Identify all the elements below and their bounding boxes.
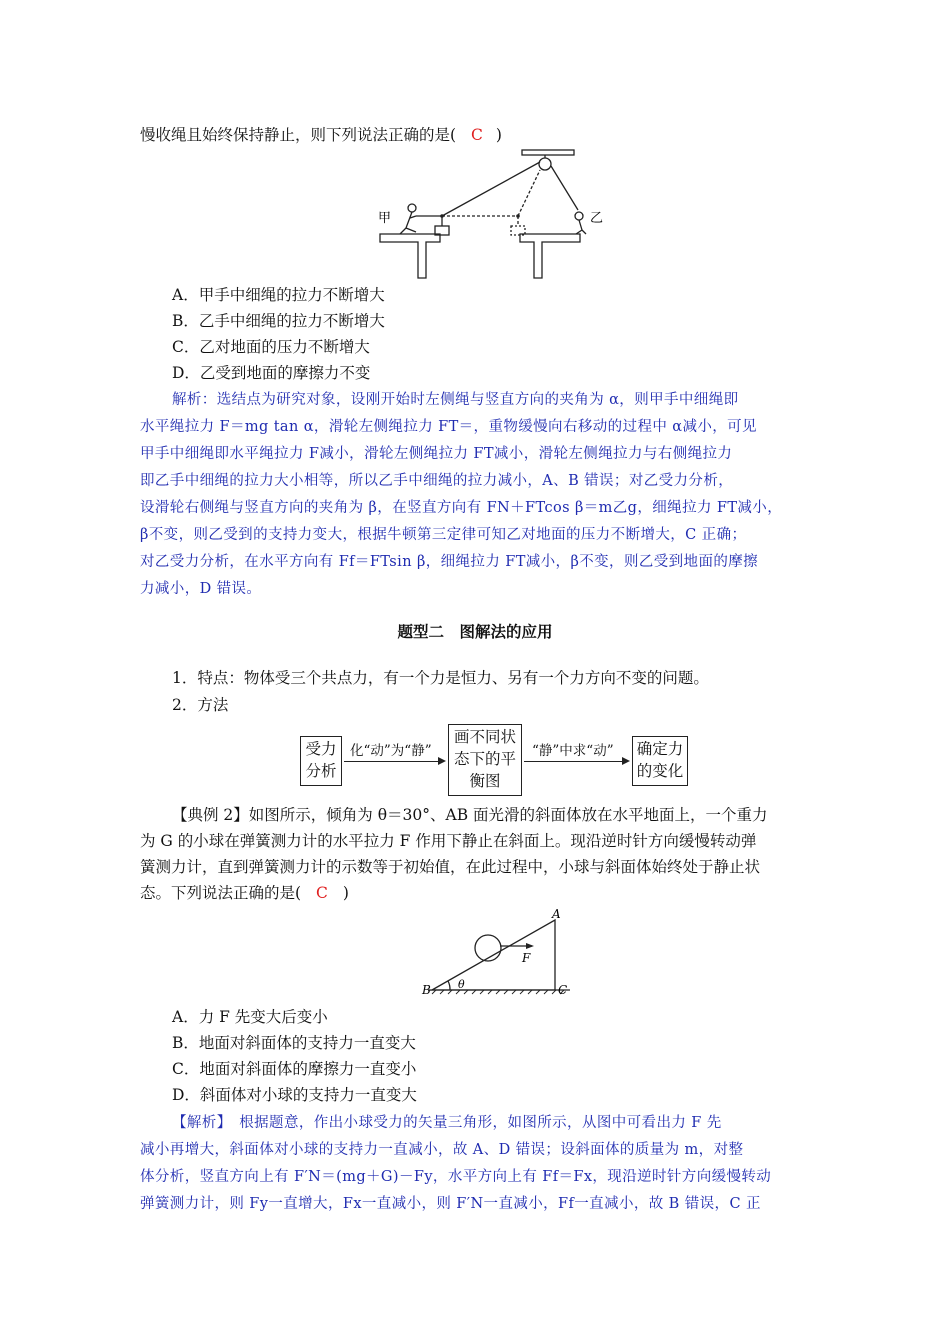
example2-line-1: 【典例 2】如图所示，倾角为 θ＝30°、AB 面光滑的斜面体放在水平地面上，一个重力 [172, 806, 768, 824]
example2-option-a: A．力 F 先变大后变小 [172, 1008, 328, 1026]
q1-close-paren: ) [495, 126, 502, 144]
person-yi-head [575, 212, 583, 220]
person-jia-head [408, 204, 416, 212]
example2-line-4 [140, 882, 349, 904]
example2-analysis-line-1: 【解析】 根据题意，作出小球受力的矢量三角形，如图所示，从图中可看出力 F 先 [172, 1115, 722, 1131]
flow-box1-line2: 分析 [305, 762, 337, 780]
label-a: A [552, 907, 561, 921]
section-point-2: 2．方法 [172, 696, 229, 714]
q1-option-b: B．乙手中细绳的拉力不断增大 [172, 312, 385, 330]
knot-dot-dashed [516, 214, 520, 218]
force-f-arrowhead [526, 943, 534, 949]
example2-line-2: 为 G 的小球在弹簧测力计的水平拉力 F 作用下静止在斜面上。现沿逆时针方向缓慢转动弹 [140, 832, 757, 850]
q1-answer: C [471, 126, 483, 144]
q1-analysis-line-7: 对乙受力分析，在水平方向有 Ff＝FTsin β，细绳拉力 FT减小，β不变，则乙受到地面的摩擦 [140, 554, 759, 570]
example2-line-3: 簧测力计，直到弹簧测力计的示数等于初始值，在此过程中，小球与斜面体始终处于静止状 [140, 858, 761, 876]
ball [475, 935, 501, 961]
rope-right-segment [551, 166, 578, 210]
flow-box1-line1: 受力 [305, 740, 337, 758]
q1-stem-text: 慢收绳且始终保持静止，则下列说法正确的是( [140, 126, 457, 144]
section-title: 题型二 图解法的应用 [397, 622, 553, 641]
label-f: F [522, 951, 531, 965]
label-yi: 乙 [590, 211, 604, 226]
label-jia: 甲 [378, 211, 392, 226]
q1-analysis-line-3: 甲手中细绳即水平绳拉力 F减小，滑轮左侧绳拉力 FT减小，滑轮左侧绳拉力与右侧绳拉力 [140, 446, 733, 462]
flow-arrow2-label: “静”中求“动” [532, 743, 614, 759]
example2-analysis-line-4: 弹簧测力计，则 Fy一直增大，Fx一直减小，则 F′N一直减小，Ff一直减小，故 B 错误，C 正 [140, 1196, 761, 1212]
q1-analysis-line-8: 力减小，D 错误。 [140, 581, 262, 597]
flow-box3-line1: 确定力 [636, 740, 684, 758]
example2-option-b: B．地面对斜面体的支持力一直变大 [172, 1034, 416, 1052]
knot-dot [440, 214, 444, 218]
flow-arrow-2 [524, 761, 628, 762]
q1-analysis-line-4: 即乙手中细绳的拉力大小相等，所以乙手中细绳的拉力减小，A、B 错误；对乙受力分析， [140, 473, 734, 489]
flow-box2-line3: 衡图 [469, 772, 501, 790]
left-table [380, 234, 440, 278]
q1-figure [370, 146, 604, 281]
example2-option-d: D．斜面体对小球的支持力一直变大 [172, 1086, 417, 1104]
flow-box3-line2: 的变化 [636, 762, 684, 780]
flow-box-determine-change [632, 736, 688, 786]
incline-wedge [432, 920, 555, 990]
example2-answer: C [316, 884, 328, 902]
example2-analysis-line-2: 减小再增大，斜面体对小球的支持力一直减小，故 A、D 错误；设斜面体的质量为 m，对整 [140, 1142, 744, 1158]
label-c: C [558, 983, 568, 997]
dashed-rope [518, 170, 540, 216]
person-jia-body [400, 212, 416, 234]
q1-analysis-line-6: β不变，则乙受到的支持力变大，根据牛顿第三定律可知乙对地面的压力不断增大，C 正确； [140, 527, 747, 543]
q1-option-d: D．乙受到地面的摩擦力不变 [172, 364, 371, 382]
q1-analysis-line-1: 解析：选结点为研究对象，设刚开始时左侧绳与竖直方向的夹角为 α，则甲手中细绳即 [172, 392, 739, 408]
flow-box2-line1: 画不同状 [453, 728, 516, 746]
flow-box2-line2: 态下的平 [453, 750, 516, 768]
label-theta: θ [458, 978, 465, 991]
pulley-wheel [539, 158, 551, 170]
example2-close-paren: ) [342, 884, 349, 902]
person-yi-body [576, 220, 586, 234]
q1-option-a: A．甲手中细绳的拉力不断增大 [172, 286, 385, 304]
flow-arrow1-label: 化“动”为“静” [350, 743, 432, 759]
rope-left-segment [442, 162, 540, 216]
right-table [520, 234, 580, 278]
example2-analysis-line-3: 体分析，竖直方向上有 F′N＝(mg＋G)－Fy，水平方向上有 Ff＝Fx，现沿逆时针方向缓慢转动 [140, 1169, 772, 1185]
example2-figure [410, 906, 580, 1006]
pulley-mount [522, 150, 574, 155]
q1-analysis-line-5: 设滑轮右侧绳与竖直方向的夹角为 β，在竖直方向有 FN＋FTcos β＝m乙g，细绳拉力 FT减小， [140, 500, 783, 516]
q1-stem [140, 124, 502, 146]
flow-arrow-1 [344, 761, 444, 762]
label-b: B [422, 983, 431, 997]
example2-last-line-text: 态。下列说法正确的是( [140, 884, 302, 902]
flow-box-force-analysis [300, 736, 342, 786]
flow-box-draw-diagrams [448, 724, 522, 796]
angle-arc [448, 981, 450, 990]
section-point-1: 1．特点：物体受三个共点力，有一个力是恒力、另有一个力方向不变的问题。 [172, 669, 709, 687]
q1-analysis-line-2: 水平绳拉力 F＝mg tan α，滑轮左侧绳拉力 FT＝，重物缓慢向右移动的过程中 α减小，可见 [140, 419, 757, 435]
example2-option-c: C．地面对斜面体的摩擦力一直变小 [172, 1060, 417, 1078]
q1-option-c: C．乙对地面的压力不断增大 [172, 338, 370, 356]
